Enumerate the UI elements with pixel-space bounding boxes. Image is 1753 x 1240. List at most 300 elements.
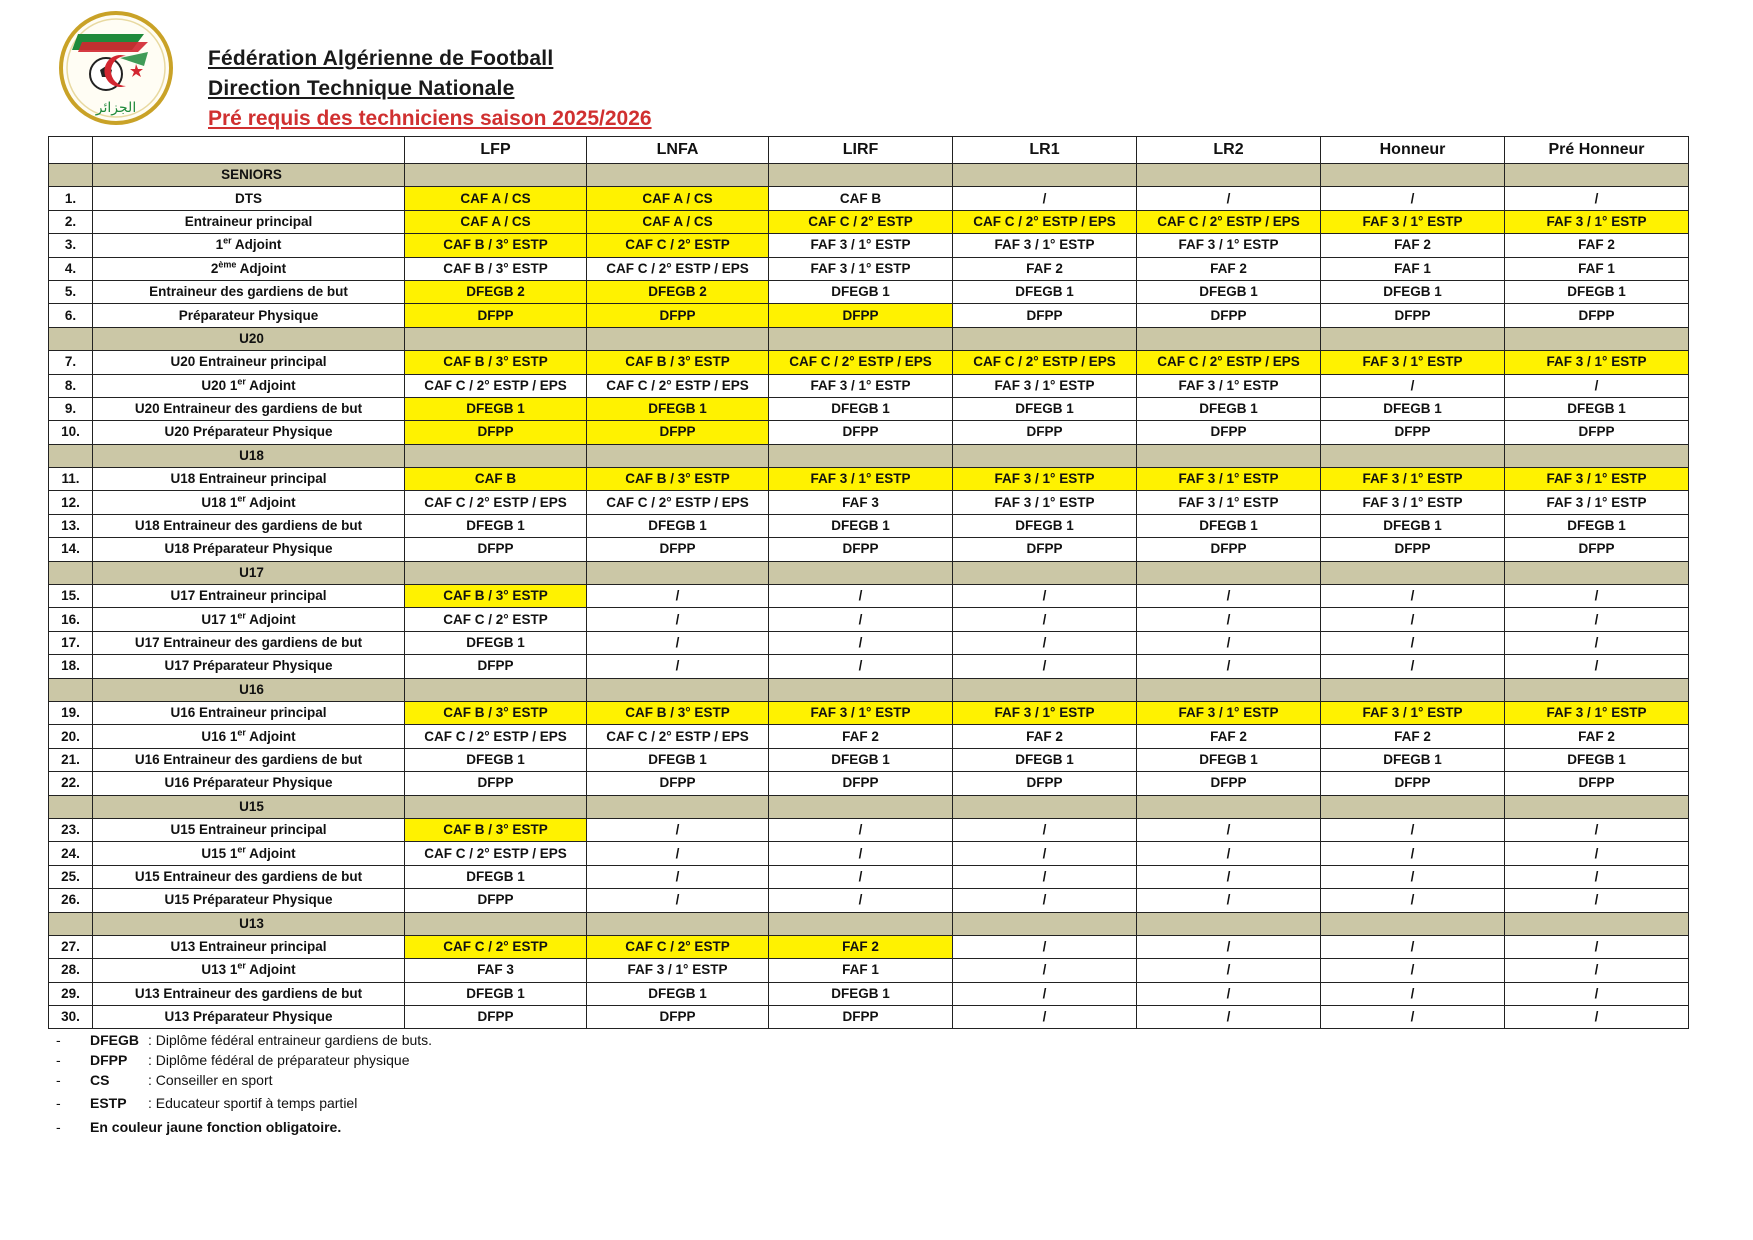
- section-empty-cell: [769, 678, 953, 701]
- row-number: 29.: [49, 982, 93, 1005]
- table-row: [49, 210, 1689, 233]
- requirement-cell: DFEGB 1: [587, 982, 769, 1005]
- requirement-cell: FAF 3 / 1° ESTP: [769, 701, 953, 724]
- row-number: 7.: [49, 351, 93, 374]
- section-empty-cell: [1137, 164, 1321, 187]
- role-label: [93, 842, 405, 865]
- section-empty-cell: [1321, 164, 1505, 187]
- requirement-cell: DFPP: [587, 772, 769, 795]
- requirement-cell: /: [1505, 1006, 1689, 1029]
- section-row: [49, 444, 1689, 467]
- section-empty-cell: [769, 164, 953, 187]
- requirement-cell: CAF B / 3° ESTP: [405, 234, 587, 257]
- requirement-cell: DFEGB 1: [587, 514, 769, 537]
- role-label: U16 Entraineur principal: [93, 701, 405, 724]
- requirement-cell: DFPP: [405, 304, 587, 327]
- requirement-cell: /: [1505, 865, 1689, 888]
- requirement-cell: DFEGB 1: [587, 748, 769, 771]
- section-empty-cell: [769, 327, 953, 350]
- requirement-cell: DFEGB 1: [405, 748, 587, 771]
- role-prefix: 2: [210, 260, 219, 276]
- requirement-cell: DFEGB 1: [1321, 514, 1505, 537]
- section-row: [49, 795, 1689, 818]
- requirement-cell: DFPP: [1505, 538, 1689, 561]
- requirement-cell: CAF C / 2° ESTP / EPS: [587, 374, 769, 397]
- legend-abbreviation: CS: [90, 1072, 110, 1088]
- legend-dash: -: [56, 1032, 61, 1048]
- role-label: U17 Préparateur Physique: [93, 655, 405, 678]
- table-row: [49, 982, 1689, 1005]
- table-row: [49, 468, 1689, 491]
- requirement-cell: /: [1321, 935, 1505, 958]
- requirement-cell: DFPP: [1137, 538, 1321, 561]
- row-number: 11.: [49, 468, 93, 491]
- requirement-cell: DFPP: [953, 421, 1137, 444]
- section-num-cell: [49, 164, 93, 187]
- section-empty-cell: [1137, 561, 1321, 584]
- role-suffix: Adjoint: [245, 962, 296, 978]
- requirement-cell: DFEGB 1: [769, 397, 953, 420]
- role-label: DTS: [93, 187, 405, 210]
- role-superscript: er: [237, 493, 246, 504]
- requirement-cell: /: [1321, 631, 1505, 654]
- requirement-cell: DFEGB 1: [769, 748, 953, 771]
- section-empty-cell: [1137, 795, 1321, 818]
- requirement-cell: /: [953, 889, 1137, 912]
- requirement-cell: /: [953, 655, 1137, 678]
- requirement-cell: /: [1505, 187, 1689, 210]
- requirement-cell: FAF 3 / 1° ESTP: [1321, 468, 1505, 491]
- section-empty-cell: [953, 164, 1137, 187]
- requirement-cell: FAF 2: [1137, 257, 1321, 280]
- requirement-cell: /: [1321, 842, 1505, 865]
- requirement-cell: CAF C / 2° ESTP: [405, 935, 587, 958]
- row-number: 27.: [49, 935, 93, 958]
- requirement-cell: /: [953, 631, 1137, 654]
- requirement-cell: FAF 2: [1137, 725, 1321, 748]
- requirement-cell: FAF 3 / 1° ESTP: [953, 701, 1137, 724]
- role-label: U18 Entraineur principal: [93, 468, 405, 491]
- requirement-cell: /: [1505, 982, 1689, 1005]
- role-suffix: Adjoint: [245, 728, 296, 744]
- section-label: SENIORS: [93, 164, 405, 187]
- requirement-cell: FAF 3 / 1° ESTP: [1137, 468, 1321, 491]
- requirement-cell: CAF C / 2° ESTP: [769, 210, 953, 233]
- requirement-cell: /: [1505, 631, 1689, 654]
- section-empty-cell: [953, 795, 1137, 818]
- table-row: [49, 818, 1689, 841]
- requirement-cell: /: [953, 187, 1137, 210]
- row-number: 24.: [49, 842, 93, 865]
- requirement-cell: /: [1505, 585, 1689, 608]
- requirement-cell: /: [769, 889, 953, 912]
- requirement-cell: DFPP: [769, 1006, 953, 1029]
- requirement-cell: CAF B / 3° ESTP: [405, 257, 587, 280]
- section-empty-cell: [405, 678, 587, 701]
- table-row: [49, 514, 1689, 537]
- requirement-cell: DFPP: [1321, 538, 1505, 561]
- column-header: LR2: [1137, 137, 1321, 164]
- requirement-cell: /: [769, 865, 953, 888]
- requirement-cell: /: [1321, 374, 1505, 397]
- role-prefix: U17 1: [201, 611, 238, 627]
- requirement-cell: CAF C / 2° ESTP / EPS: [587, 257, 769, 280]
- section-empty-cell: [1505, 164, 1689, 187]
- row-number: 25.: [49, 865, 93, 888]
- role-label: Préparateur Physique: [93, 304, 405, 327]
- role-suffix: Adjoint: [245, 377, 296, 393]
- requirement-cell: /: [1321, 1006, 1505, 1029]
- requirement-cell: /: [1137, 818, 1321, 841]
- requirement-cell: /: [953, 982, 1137, 1005]
- requirement-cell: /: [587, 655, 769, 678]
- row-number: 16.: [49, 608, 93, 631]
- section-empty-cell: [769, 795, 953, 818]
- role-label: U18 Préparateur Physique: [93, 538, 405, 561]
- section-empty-cell: [1321, 678, 1505, 701]
- row-number: 19.: [49, 701, 93, 724]
- requirement-cell: DFEGB 1: [1321, 280, 1505, 303]
- requirement-cell: /: [953, 585, 1137, 608]
- section-empty-cell: [1137, 327, 1321, 350]
- legend-dash: -: [56, 1095, 61, 1111]
- section-row: [49, 678, 1689, 701]
- requirement-cell: /: [1505, 818, 1689, 841]
- header-blank: [93, 137, 405, 164]
- requirement-cell: DFPP: [769, 421, 953, 444]
- requirement-cell: /: [769, 631, 953, 654]
- column-header: LFP: [405, 137, 587, 164]
- requirement-cell: FAF 3 / 1° ESTP: [1505, 701, 1689, 724]
- section-empty-cell: [1505, 327, 1689, 350]
- role-label: U20 Préparateur Physique: [93, 421, 405, 444]
- requirement-cell: DFEGB 1: [405, 865, 587, 888]
- requirement-cell: DFEGB 1: [1137, 514, 1321, 537]
- requirement-cell: /: [587, 842, 769, 865]
- table-row: [49, 304, 1689, 327]
- row-number: 5.: [49, 280, 93, 303]
- section-empty-cell: [405, 444, 587, 467]
- requirement-cell: FAF 1: [769, 959, 953, 982]
- section-num-cell: [49, 444, 93, 467]
- role-label: [93, 491, 405, 514]
- requirement-cell: /: [769, 818, 953, 841]
- requirement-cell: DFEGB 2: [587, 280, 769, 303]
- row-number: 1.: [49, 187, 93, 210]
- requirement-cell: /: [1505, 959, 1689, 982]
- table-row: [49, 491, 1689, 514]
- requirement-cell: FAF 3 / 1° ESTP: [1137, 234, 1321, 257]
- requirement-cell: /: [1137, 865, 1321, 888]
- section-empty-cell: [1137, 912, 1321, 935]
- requirement-cell: CAF C / 2° ESTP / EPS: [405, 491, 587, 514]
- role-label: [93, 725, 405, 748]
- table-row: [49, 257, 1689, 280]
- legend-abbreviation: DFEGB: [90, 1032, 139, 1048]
- requirement-cell: /: [1505, 608, 1689, 631]
- legend-dash: -: [56, 1052, 61, 1068]
- requirement-cell: DFEGB 1: [405, 982, 587, 1005]
- table-row: [49, 889, 1689, 912]
- table-row: [49, 655, 1689, 678]
- table-row: [49, 234, 1689, 257]
- section-empty-cell: [587, 327, 769, 350]
- requirement-cell: DFEGB 1: [769, 982, 953, 1005]
- requirement-cell: DFPP: [587, 1006, 769, 1029]
- requirement-cell: CAF C / 2° ESTP / EPS: [1137, 210, 1321, 233]
- role-label: U20 Entraineur des gardiens de but: [93, 397, 405, 420]
- section-num-cell: [49, 912, 93, 935]
- requirement-cell: /: [1321, 982, 1505, 1005]
- section-empty-cell: [1505, 678, 1689, 701]
- legend-abbreviation: ESTP: [90, 1095, 127, 1111]
- requirement-cell: CAF C / 2° ESTP / EPS: [587, 725, 769, 748]
- requirement-cell: FAF 1: [1505, 257, 1689, 280]
- requirement-cell: /: [769, 608, 953, 631]
- section-row: [49, 327, 1689, 350]
- requirement-cell: /: [1321, 608, 1505, 631]
- requirement-cell: FAF 3: [405, 959, 587, 982]
- section-label: U17: [93, 561, 405, 584]
- requirement-cell: CAF C / 2° ESTP / EPS: [405, 374, 587, 397]
- row-number: 12.: [49, 491, 93, 514]
- requirement-cell: /: [1137, 935, 1321, 958]
- section-empty-cell: [587, 561, 769, 584]
- section-empty-cell: [405, 912, 587, 935]
- section-num-cell: [49, 561, 93, 584]
- table-row: [49, 351, 1689, 374]
- requirement-cell: CAF B / 3° ESTP: [405, 351, 587, 374]
- section-empty-cell: [1321, 444, 1505, 467]
- requirement-cell: CAF B / 3° ESTP: [587, 468, 769, 491]
- requirement-cell: /: [1505, 935, 1689, 958]
- requirement-cell: /: [953, 818, 1137, 841]
- section-empty-cell: [1505, 444, 1689, 467]
- section-label: U15: [93, 795, 405, 818]
- row-number: 17.: [49, 631, 93, 654]
- section-empty-cell: [587, 444, 769, 467]
- document-subtitle: Pré requis des techniciens saison 2025/2026: [208, 107, 652, 130]
- role-label: U20 Entraineur principal: [93, 351, 405, 374]
- role-prefix: U16 1: [201, 728, 238, 744]
- requirement-cell: CAF A / CS: [587, 187, 769, 210]
- requirement-cell: FAF 3 / 1° ESTP: [769, 257, 953, 280]
- document-header: [208, 44, 652, 134]
- table-row: [49, 865, 1689, 888]
- requirement-cell: /: [1137, 842, 1321, 865]
- column-header: LR1: [953, 137, 1137, 164]
- logo-arabic-text: الجزائر: [95, 100, 137, 116]
- requirement-cell: FAF 3 / 1° ESTP: [953, 234, 1137, 257]
- legend-note: [56, 1117, 432, 1137]
- role-suffix: Adjoint: [236, 260, 287, 276]
- section-empty-cell: [953, 327, 1137, 350]
- requirement-cell: DFEGB 2: [405, 280, 587, 303]
- legend-dash: -: [56, 1072, 61, 1088]
- section-num-cell: [49, 678, 93, 701]
- role-superscript: er: [223, 235, 232, 246]
- requirement-cell: FAF 2: [1321, 725, 1505, 748]
- requirement-cell: DFPP: [953, 304, 1137, 327]
- requirement-cell: DFEGB 1: [1505, 397, 1689, 420]
- requirement-cell: /: [953, 935, 1137, 958]
- requirement-cell: DFPP: [769, 538, 953, 561]
- role-suffix: Adjoint: [245, 845, 296, 861]
- requirement-cell: CAF A / CS: [405, 210, 587, 233]
- table-row: [49, 187, 1689, 210]
- section-empty-cell: [587, 164, 769, 187]
- requirement-cell: FAF 3 / 1° ESTP: [1505, 210, 1689, 233]
- requirement-cell: FAF 3 / 1° ESTP: [1137, 374, 1321, 397]
- requirement-cell: /: [587, 631, 769, 654]
- legend-item: [56, 1070, 432, 1090]
- section-empty-cell: [953, 444, 1137, 467]
- table-row: [49, 1006, 1689, 1029]
- requirement-cell: FAF 2: [1505, 725, 1689, 748]
- requirement-cell: CAF C / 2° ESTP: [405, 608, 587, 631]
- role-label: U16 Préparateur Physique: [93, 772, 405, 795]
- section-row: [49, 561, 1689, 584]
- requirement-cell: DFEGB 1: [953, 514, 1137, 537]
- section-label: U16: [93, 678, 405, 701]
- legend-item: [56, 1050, 432, 1070]
- requirement-cell: FAF 3 / 1° ESTP: [1137, 701, 1321, 724]
- requirement-cell: DFPP: [1505, 304, 1689, 327]
- role-suffix: Adjoint: [231, 237, 282, 253]
- role-superscript: ème: [218, 259, 237, 270]
- requirement-cell: FAF 3 / 1° ESTP: [953, 468, 1137, 491]
- header-blank: [49, 137, 93, 164]
- column-header: LIRF: [769, 137, 953, 164]
- requirement-cell: FAF 3 / 1° ESTP: [1321, 491, 1505, 514]
- table-row: [49, 631, 1689, 654]
- requirement-cell: DFEGB 1: [587, 397, 769, 420]
- role-superscript: er: [237, 727, 246, 738]
- requirement-cell: /: [769, 842, 953, 865]
- requirement-cell: CAF C / 2° ESTP / EPS: [405, 842, 587, 865]
- section-empty-cell: [769, 444, 953, 467]
- section-empty-cell: [953, 678, 1137, 701]
- role-suffix: Adjoint: [245, 494, 296, 510]
- requirement-cell: DFEGB 1: [769, 514, 953, 537]
- requirement-cell: DFPP: [405, 655, 587, 678]
- requirement-cell: DFEGB 1: [1505, 748, 1689, 771]
- requirement-cell: /: [1137, 585, 1321, 608]
- requirement-cell: DFEGB 1: [405, 631, 587, 654]
- section-empty-cell: [1321, 327, 1505, 350]
- requirement-cell: FAF 3 / 1° ESTP: [1505, 491, 1689, 514]
- role-label: U13 Entraineur des gardiens de but: [93, 982, 405, 1005]
- requirement-cell: /: [1137, 889, 1321, 912]
- requirement-cell: DFPP: [1137, 772, 1321, 795]
- requirement-cell: /: [1321, 818, 1505, 841]
- requirement-cell: FAF 2: [769, 935, 953, 958]
- legend-description: : Diplôme fédéral entraineur gardiens de buts.: [148, 1032, 433, 1048]
- requirement-cell: DFEGB 1: [1137, 748, 1321, 771]
- legend-item: [56, 1093, 432, 1113]
- legend-description: : Conseiller en sport: [148, 1072, 273, 1088]
- row-number: 2.: [49, 210, 93, 233]
- requirement-cell: FAF 3 / 1° ESTP: [1505, 351, 1689, 374]
- table-row: [49, 772, 1689, 795]
- requirement-cell: CAF B / 3° ESTP: [405, 701, 587, 724]
- role-label: U13 Entraineur principal: [93, 935, 405, 958]
- section-label: U20: [93, 327, 405, 350]
- prerequisites-table: [48, 136, 1689, 1029]
- requirement-cell: DFPP: [1505, 772, 1689, 795]
- row-number: 6.: [49, 304, 93, 327]
- table-body: [49, 164, 1689, 1029]
- column-header: Honneur: [1321, 137, 1505, 164]
- requirement-cell: /: [953, 1006, 1137, 1029]
- row-number: 18.: [49, 655, 93, 678]
- section-empty-cell: [1321, 912, 1505, 935]
- requirement-cell: /: [1321, 655, 1505, 678]
- requirement-cell: /: [587, 585, 769, 608]
- section-empty-cell: [587, 912, 769, 935]
- section-empty-cell: [769, 561, 953, 584]
- role-label: U15 Entraineur des gardiens de but: [93, 865, 405, 888]
- row-number: 23.: [49, 818, 93, 841]
- requirement-cell: /: [769, 585, 953, 608]
- section-label: U13: [93, 912, 405, 935]
- requirement-cell: DFPP: [1321, 772, 1505, 795]
- requirement-cell: DFEGB 1: [953, 397, 1137, 420]
- requirement-cell: /: [953, 842, 1137, 865]
- requirement-cell: /: [1321, 187, 1505, 210]
- requirement-cell: CAF A / CS: [405, 187, 587, 210]
- requirement-cell: DFPP: [405, 772, 587, 795]
- legend-note-text: En couleur jaune fonction obligatoire.: [90, 1119, 342, 1135]
- role-label: Entraineur principal: [93, 210, 405, 233]
- requirement-cell: FAF 3 / 1° ESTP: [1321, 351, 1505, 374]
- section-row: [49, 164, 1689, 187]
- section-num-cell: [49, 795, 93, 818]
- requirement-cell: /: [1321, 959, 1505, 982]
- requirement-cell: FAF 3 / 1° ESTP: [769, 374, 953, 397]
- requirement-cell: /: [1137, 655, 1321, 678]
- requirement-cell: CAF B: [405, 468, 587, 491]
- role-label: Entraineur des gardiens de but: [93, 280, 405, 303]
- role-label: U13 Préparateur Physique: [93, 1006, 405, 1029]
- section-empty-cell: [587, 795, 769, 818]
- role-label: U16 Entraineur des gardiens de but: [93, 748, 405, 771]
- requirement-cell: FAF 2: [953, 725, 1137, 748]
- requirement-cell: DFPP: [405, 538, 587, 561]
- table-row: [49, 842, 1689, 865]
- section-empty-cell: [1137, 444, 1321, 467]
- federation-title: Fédération Algérienne de Football: [208, 47, 554, 70]
- requirement-cell: /: [587, 889, 769, 912]
- requirement-cell: CAF A / CS: [587, 210, 769, 233]
- table-row: [49, 935, 1689, 958]
- requirement-cell: CAF C / 2° ESTP: [587, 234, 769, 257]
- table-row: [49, 280, 1689, 303]
- section-num-cell: [49, 327, 93, 350]
- requirement-cell: FAF 3 / 1° ESTP: [587, 959, 769, 982]
- role-label: U15 Préparateur Physique: [93, 889, 405, 912]
- legend-item: [56, 1030, 432, 1050]
- requirement-cell: DFPP: [1321, 421, 1505, 444]
- requirement-cell: FAF 3: [769, 491, 953, 514]
- column-header: LNFA: [587, 137, 769, 164]
- requirement-cell: DFPP: [1137, 421, 1321, 444]
- requirement-cell: /: [587, 865, 769, 888]
- legend-description: : Educateur sportif à temps partiel: [148, 1095, 358, 1111]
- table-row: [49, 725, 1689, 748]
- requirement-cell: CAF B: [769, 187, 953, 210]
- requirement-cell: FAF 3 / 1° ESTP: [953, 491, 1137, 514]
